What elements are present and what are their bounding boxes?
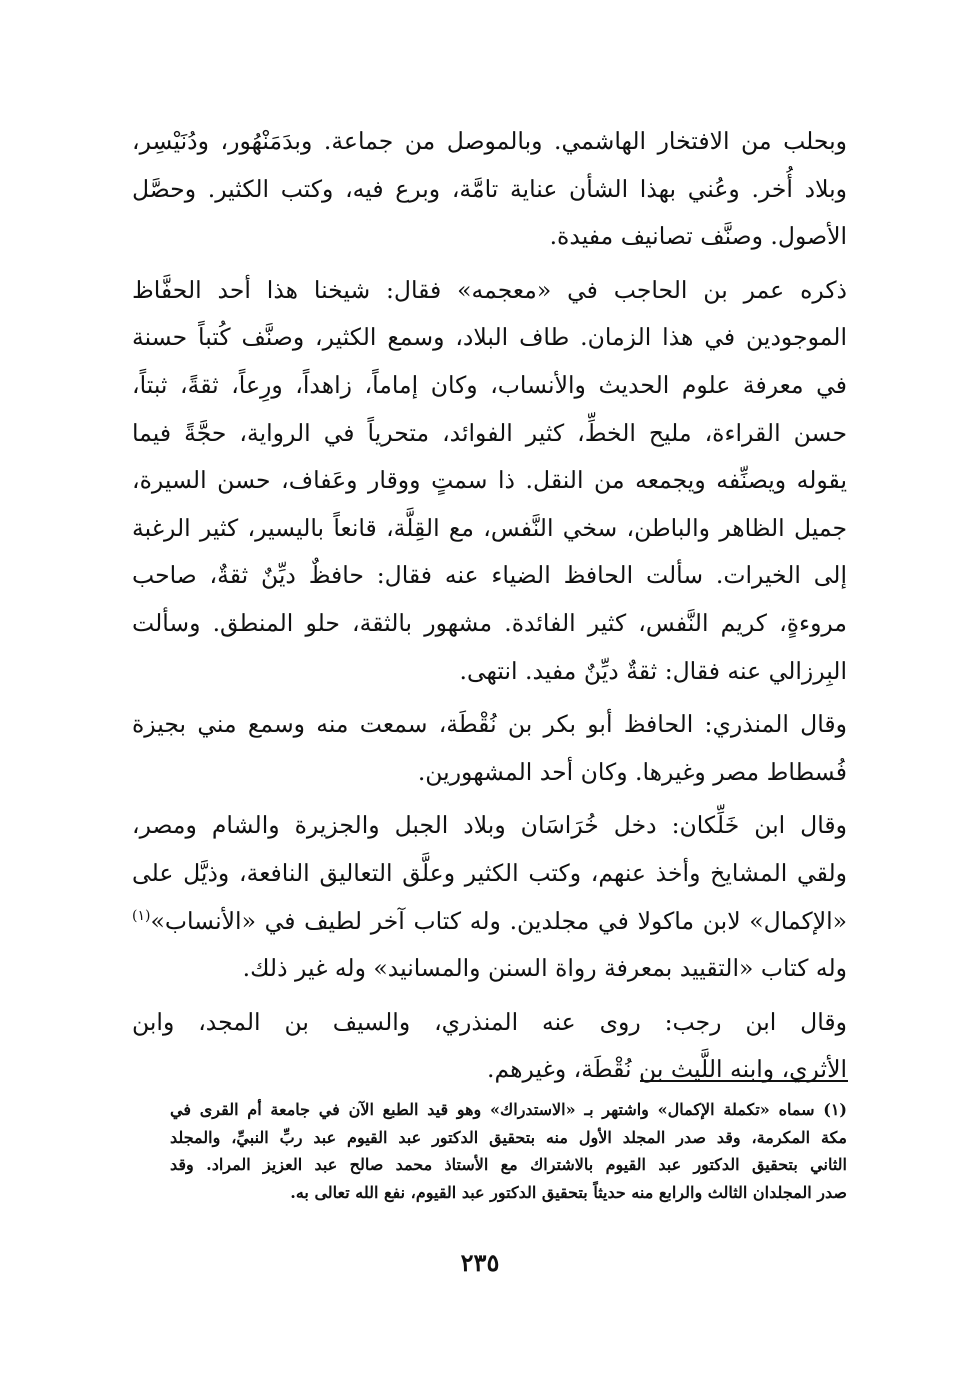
ref-line-text: «الإكمال» لابن ماكولا في مجلدين. وله كتاب آخر لطيف في «الأنساب»	[150, 906, 847, 935]
text-line: وقال ابن رجب: روى عنه المنذري، والسيف بن المجد، وابن	[132, 1007, 847, 1036]
text-line: ذكره عمر بن الحاجب في «معجمه» فقال: شيخنا هذا أحد الحفَّاظ	[132, 275, 847, 304]
footnote-line: الثاني بتحقيق الدكتور عبد القيوم بالاشتراك مع الأستاذ محمد صالح عبد العزيز المراد. وقد	[170, 1155, 847, 1174]
text-line	[132, 898, 847, 946]
text-line: مروءةٍ، كريم النَّفس، كثير الفائدة. مشهور بالثقة، حلو المنطق. وسألت	[132, 608, 847, 637]
footnote-line: صدر المجلدان الثالث والرابع منه حديثاً بتحقيق الدكتور عبد القيوم، نفع الله تعالى به.	[290, 1182, 847, 1202]
text-line: في معرفة علوم الحديث والأنساب، وكان إماماً، زاهداً، ورِعاً، ثقةً، ثبتاً،	[132, 370, 847, 399]
text-line: وله كتاب «التقييد بمعرفة رواة السنن والمسانيد» وله غير ذلك.	[242, 954, 847, 983]
text-line: وقال المنذري: الحافظ أبو بكر بن نُقْطَة، سمعت منه وسمع مني بجيزة	[132, 710, 847, 739]
text-line: البِرزالي عنه فقال: ثقةٌ ديِّنٌ مفيد. انتهى.	[459, 656, 847, 685]
text-line: الموجودين في هذا الزمان. طاف البلاد، وسمع الكثير، وصنَّف كُتباً حسنة	[132, 323, 847, 352]
page-number: ٢٣٥	[460, 1248, 500, 1277]
paragraph-4	[132, 802, 847, 992]
text-line: وقال ابن خَلِّكان: دخل خُرَاسَان وبلاد الجبل والجزيرة والشام ومصر،	[132, 811, 847, 840]
text-line: الأثري، وابنه اللَّيث بن نُقْطَة، وغيرهم.	[486, 1055, 847, 1084]
text-line: ولقي المشايخ وأخذ عنهم، وكتب الكثير وعلَّق التعاليق النافعة، وذيَّل على	[132, 858, 847, 887]
text-line: وبلاد أُخر. وعُني بهذا الشأن عناية تامَّة، وبرع فيه، وكتب الكثير. وحصَّل	[132, 174, 847, 203]
main-text	[132, 118, 847, 1094]
paragraph-1	[132, 118, 847, 261]
text-line: الأصول. وصنَّف تصانيف مفيدة.	[549, 222, 847, 251]
text-line: جميل الظاهر والباطن، سخي النَّفس، مع القِلَّة، قانعاً باليسير، كثير الرغبة	[132, 513, 847, 542]
text-line: فُسطاط مصر وغيرها. وكان أحد المشهورين.	[417, 757, 847, 786]
footnote-reference: (١)	[132, 907, 151, 924]
paragraph-2	[132, 267, 847, 695]
text-line: وبحلب من الافتخار الهاشمي. وبالموصل من جماعة. وبدَمَنْهُور، ودُنَيْسِر،	[132, 127, 847, 155]
footnote	[170, 1096, 847, 1206]
paragraph-3	[132, 701, 847, 796]
text-line: إلى الخيرات. سألت الحافظ الضياء عنه فقال: حافظٌ ديِّنٌ ثقةٌ، صاحب	[132, 561, 847, 590]
footnote-line: (١) سماه «تكملة الإكمال» واشتهر بـ «الاستدراك» وهو قيد الطبع الآن في جامعة أم القرى في	[170, 1100, 847, 1119]
footnote-line: مكة المكرمة، وقد صدر المجلد الأول منه بتحقيق الدكتور عبد القيوم عبد ربِّ النبيِّ، والمجلد	[170, 1127, 847, 1147]
text-line: حسن القراءة، مليح الخطِّ، كثير الفوائد، متحرياً في الرواية، حجَّةً فيما	[132, 418, 847, 447]
footnote-separator	[640, 1080, 848, 1082]
text-line: يقوله ويصنِّفه ويجمعه من النقل. ذا سمتٍ ووقار وعَفاف، حسن السيرة،	[132, 466, 847, 495]
